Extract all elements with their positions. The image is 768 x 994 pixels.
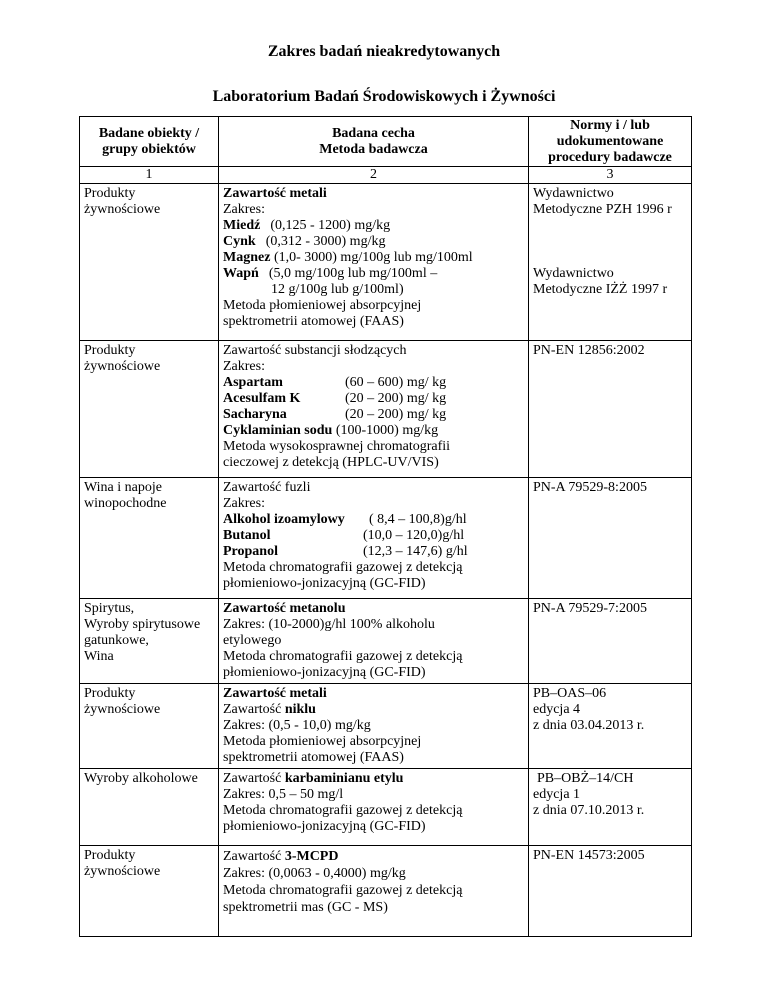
norm-cell: PB–OAS–06 edycja 4 z dnia 03.04.2013 r. — [529, 684, 692, 769]
object-cell: Produkty żywnościowe — [80, 846, 219, 937]
table-row — [80, 478, 692, 599]
table-row — [80, 846, 692, 937]
header-feature-method: Badana cecha Metoda badawcza — [219, 117, 529, 167]
object-cell: Wyroby alkoholowe — [80, 769, 219, 846]
norm-cell: PN-A 79529-8:2005 — [529, 478, 692, 599]
feature-cell: Zawartość metali Zakres: Miedź (0,125 - 1200) mg/kg Cynk (0,312 - 3000) mg/kg Magnez (1,0- 3000) mg/100g lub mg/100ml Wapń (5,0 mg/100g lub mg/100ml – 12 g/100g lub g/100ml) Metoda płomieniowej absorpcyjnej spektrometrii atomowej (FAAS) — [219, 184, 529, 341]
norm-cell: Wydawnictwo Metodyczne PZH 1996 r Wydawnictwo Metodyczne IŻŻ 1997 r — [529, 184, 692, 341]
feature-cell: Zawartość substancji słodzących Zakres: Aspartam (60 – 600) mg/ kg Acesulfam K (20 – 200) mg/ kg Sacharyna (20 – 200) mg/ kg Cyklaminian sodu (100-1000) mg/kg Metoda wysokosprawnej chromatografii cieczowej z detekcją (HPLC-UV/VIS) — [219, 341, 529, 478]
norm-cell: PN-EN 14573:2005 — [529, 846, 692, 937]
object-cell: Wina i napoje winopochodne — [80, 478, 219, 599]
object-cell: Produkty żywnościowe — [80, 341, 219, 478]
table-row — [80, 184, 692, 341]
scope-table — [79, 116, 692, 937]
table-row — [80, 769, 692, 846]
table-row — [80, 599, 692, 684]
header-row — [80, 117, 692, 167]
feature-cell: Zawartość metanolu Zakres: (10-2000)g/hl 100% alkoholu etylowego Metoda chromatografii gazowej z detekcją płomieniowo-jonizacyjną (GC-FID) — [219, 599, 529, 684]
laboratory-name: Laboratorium Badań Środowiskowych i Żywności — [212, 88, 556, 105]
feature-cell: Zawartość karbaminianu etylu Zakres: 0,5 – 50 mg/l Metoda chromatografii gazowej z detekcją płomieniowo-jonizacyjną (GC-FID) — [219, 769, 529, 846]
feature-cell: Zawartość metali Zawartość niklu Zakres: (0,5 - 10,0) mg/kg Metoda płomieniowej absorpcyjnej spektrometrii atomowej (FAAS) — [219, 684, 529, 769]
document-title: Zakres badań nieakredytowanych — [267, 43, 501, 60]
header-norms: Normy i / lub udokumentowane procedury badawcze — [529, 117, 692, 167]
table-row — [80, 684, 692, 769]
object-cell: Produkty żywnościowe — [80, 184, 219, 341]
column-number: 2 — [219, 167, 529, 184]
column-number: 3 — [529, 167, 692, 184]
norm-cell: PN-A 79529-7:2005 — [529, 599, 692, 684]
feature-cell: Zawartość 3-MCPD Zakres: (0,0063 - 0,4000) mg/kg Metoda chromatografii gazowej z detekcją spektrometrii mas (GC - MS) — [219, 846, 529, 937]
object-cell: Spirytus, Wyroby spirytusowe gatunkowe, Wina — [80, 599, 219, 684]
column-number: 1 — [80, 167, 219, 184]
object-cell: Produkty żywnościowe — [80, 684, 219, 769]
table-row — [80, 341, 692, 478]
norm-cell: PB–OBŻ–14/CH edycja 1 z dnia 07.10.2013 r. — [529, 769, 692, 846]
feature-cell: Zawartość fuzli Zakres: Alkohol izoamylowy ( 8,4 – 100,8)g/hl Butanol (10,0 – 120,0)g/hl Propanol (12,3 – 147,6) g/hl Metoda chromatografii gazowej z detekcją płomieniowo-jonizacyjną (GC-FID) — [219, 478, 529, 599]
norm-cell: PN-EN 12856:2002 — [529, 341, 692, 478]
header-objects: Badane obiekty / grupy obiektów — [80, 117, 219, 167]
column-number-row — [80, 167, 692, 184]
